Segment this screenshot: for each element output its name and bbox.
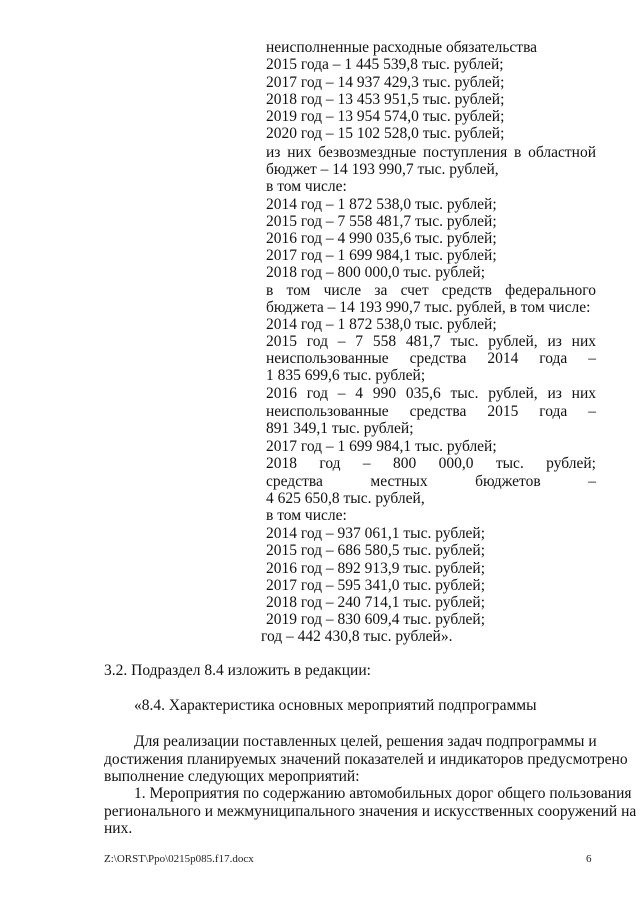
paragraph-line: Для реализации поставленных целей, решения задач подпрограммы и bbox=[134, 733, 597, 750]
text-line: год – 442 430,8 тыс. рублей». bbox=[261, 628, 453, 645]
text-line: 2018 год – 13 453 951,5 тыс. рублей; bbox=[266, 91, 505, 108]
page-number: 6 bbox=[586, 853, 592, 865]
text-line: в том числе за счет средств федерального bbox=[266, 282, 596, 299]
text-line: 2014 год – 937 061,1 тыс. рублей; bbox=[266, 525, 486, 542]
paragraph-line: достижения планируемых значений показателей и индикаторов предусмотрено bbox=[104, 751, 628, 768]
text-line: 2019 год – 13 954 574,0 тыс. рублей; bbox=[266, 108, 505, 125]
text-line: 1 835 699,6 тыс. рублей; bbox=[266, 367, 426, 384]
text-line: бюджета – 14 193 990,7 тыс. рублей, в том числе: bbox=[266, 299, 591, 316]
text-line: 2015 год – 7 558 481,7 тыс. рублей, из них bbox=[266, 333, 596, 350]
text-line: 2014 год – 1 872 538,0 тыс. рублей; bbox=[266, 196, 497, 213]
text-line: 2017 год – 14 937 429,3 тыс. рублей; bbox=[266, 74, 505, 91]
text-line: 2017 год – 1 699 984,1 тыс. рублей; bbox=[266, 438, 497, 455]
text-line: 2016 год – 4 990 035,6 тыс. рублей, из них bbox=[266, 385, 596, 402]
text-line: бюджет – 14 193 990,7 тыс. рублей, bbox=[266, 161, 499, 178]
text-line: 2018 год – 800 000,0 тыс. рублей; bbox=[266, 455, 596, 472]
footer-file-path: Z:\ORST\Ppo\0215p085.f17.docx bbox=[104, 853, 254, 865]
text-line: средства местных бюджетов – bbox=[266, 473, 596, 490]
paragraph-line: регионального и межмуниципального значения и искусственных сооружений на bbox=[104, 803, 637, 820]
paragraph-line: 1. Мероприятия по содержанию автомобильных дорог общего пользования bbox=[134, 785, 632, 802]
text-line: 2016 год – 4 990 035,6 тыс. рублей; bbox=[266, 230, 497, 247]
text-line: неиспользованные средства 2014 года – bbox=[266, 350, 596, 367]
text-line: 2020 год – 15 102 528,0 тыс. рублей; bbox=[266, 125, 505, 142]
text-line: 891 349,1 тыс. рублей; bbox=[266, 420, 414, 437]
text-line: 2017 год – 1 699 984,1 тыс. рублей; bbox=[266, 247, 497, 264]
text-line: 2014 год – 1 872 538,0 тыс. рублей; bbox=[266, 316, 497, 333]
text-line: 4 625 650,8 тыс. рублей, bbox=[266, 490, 425, 507]
text-line: 2015 года – 1 445 539,8 тыс. рублей; bbox=[266, 56, 504, 73]
section-line: 3.2. Подраздел 8.4 изложить в редакции: bbox=[104, 662, 371, 679]
text-line: 2015 год – 7 558 481,7 тыс. рублей; bbox=[266, 213, 497, 230]
text-line: 2018 год – 240 714,1 тыс. рублей; bbox=[266, 594, 486, 611]
text-line: 2016 год – 892 913,9 тыс. рублей; bbox=[266, 560, 486, 577]
text-line: 2015 год – 686 580,5 тыс. рублей; bbox=[266, 542, 486, 559]
text-line: в том числе: bbox=[266, 507, 347, 524]
text-line: 2018 год – 800 000,0 тыс. рублей; bbox=[266, 264, 486, 281]
text-line: неисполненные расходные обязательства bbox=[266, 39, 538, 56]
text-line: в том числе: bbox=[266, 178, 347, 195]
text-line: неиспользованные средства 2015 года – bbox=[266, 403, 596, 420]
text-line: 2017 год – 595 341,0 тыс. рублей; bbox=[266, 577, 486, 594]
subsection-heading: «8.4. Характеристика основных мероприятий подпрограммы bbox=[134, 697, 537, 714]
paragraph-line: выполнение следующих мероприятий: bbox=[104, 768, 360, 785]
text-line: из них безвозмездные поступления в областной bbox=[266, 144, 596, 161]
text-line: 2019 год – 830 609,4 тыс. рублей; bbox=[266, 611, 486, 628]
paragraph-line: них. bbox=[104, 820, 133, 837]
